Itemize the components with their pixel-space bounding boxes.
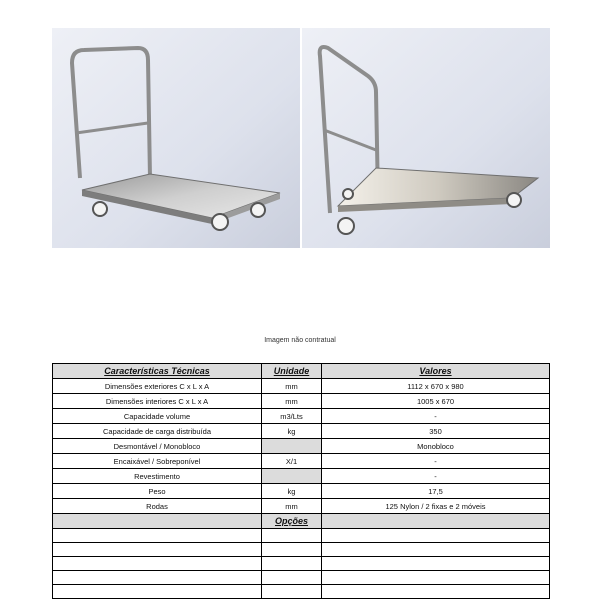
- trolley-image-perspective: [302, 28, 550, 248]
- spec-unit: X/1: [262, 454, 322, 469]
- spec-label: Capacidade volume: [53, 409, 262, 424]
- header-characteristics: Características Técnicas: [53, 364, 262, 379]
- option-cell: [262, 543, 322, 557]
- spec-unit: [262, 469, 322, 484]
- options-spacer: [53, 514, 262, 529]
- spec-value: -: [322, 469, 550, 484]
- option-cell: [322, 557, 550, 571]
- option-cell: [53, 571, 262, 585]
- option-cell: [322, 571, 550, 585]
- spec-value: 350: [322, 424, 550, 439]
- spec-unit: [262, 439, 322, 454]
- option-cell: [262, 571, 322, 585]
- spec-unit: kg: [262, 424, 322, 439]
- table-row: [53, 409, 550, 424]
- spec-label: Rodas: [53, 499, 262, 514]
- option-cell: [53, 585, 262, 599]
- spec-value: 17,5: [322, 484, 550, 499]
- spec-label: Dimensões interiores C x L x A: [53, 394, 262, 409]
- spec-unit: mm: [262, 379, 322, 394]
- spec-value: -: [322, 409, 550, 424]
- table-row: [53, 484, 550, 499]
- option-cell: [262, 585, 322, 599]
- option-cell: [53, 543, 262, 557]
- options-row: [53, 571, 550, 585]
- spec-label: Capacidade de carga distribuída: [53, 424, 262, 439]
- option-cell: [262, 529, 322, 543]
- spec-unit: mm: [262, 394, 322, 409]
- options-row: [53, 557, 550, 571]
- options-row: [53, 543, 550, 557]
- spec-label: Encaixável / Sobreponível: [53, 454, 262, 469]
- table-row: [53, 439, 550, 454]
- header-values: Valores: [322, 364, 550, 379]
- option-cell: [53, 557, 262, 571]
- options-row: [53, 529, 550, 543]
- trolley-image-front: [52, 28, 300, 248]
- option-cell: [322, 543, 550, 557]
- table-row: [53, 379, 550, 394]
- spec-value: Monobloco: [322, 439, 550, 454]
- table-row: [53, 394, 550, 409]
- option-cell: [53, 529, 262, 543]
- technical-specs-table: [52, 363, 550, 599]
- header-unit: Unidade: [262, 364, 322, 379]
- spec-value: 1112 x 670 x 980: [322, 379, 550, 394]
- spec-label: Desmontável / Monobloco: [53, 439, 262, 454]
- spec-label: Dimensões exteriores C x L x A: [53, 379, 262, 394]
- table-header-row: [53, 364, 550, 379]
- spec-unit: kg: [262, 484, 322, 499]
- spec-value: 1005 x 670: [322, 394, 550, 409]
- options-spacer: [322, 514, 550, 529]
- spec-unit: mm: [262, 499, 322, 514]
- spec-unit: m3/Lts: [262, 409, 322, 424]
- table-row: [53, 469, 550, 484]
- image-disclaimer: Imagem não contratual: [264, 337, 336, 344]
- option-cell: [262, 557, 322, 571]
- options-header: Opções: [262, 514, 322, 529]
- table-row: [53, 454, 550, 469]
- option-cell: [322, 529, 550, 543]
- table-row: [53, 424, 550, 439]
- option-cell: [322, 585, 550, 599]
- spec-value: 125 Nylon / 2 fixas e 2 móveis: [322, 499, 550, 514]
- spec-value: -: [322, 454, 550, 469]
- spec-label: Peso: [53, 484, 262, 499]
- options-row: [53, 585, 550, 599]
- spec-label: Revestimento: [53, 469, 262, 484]
- table-row: [53, 499, 550, 514]
- options-header-row: [53, 514, 550, 529]
